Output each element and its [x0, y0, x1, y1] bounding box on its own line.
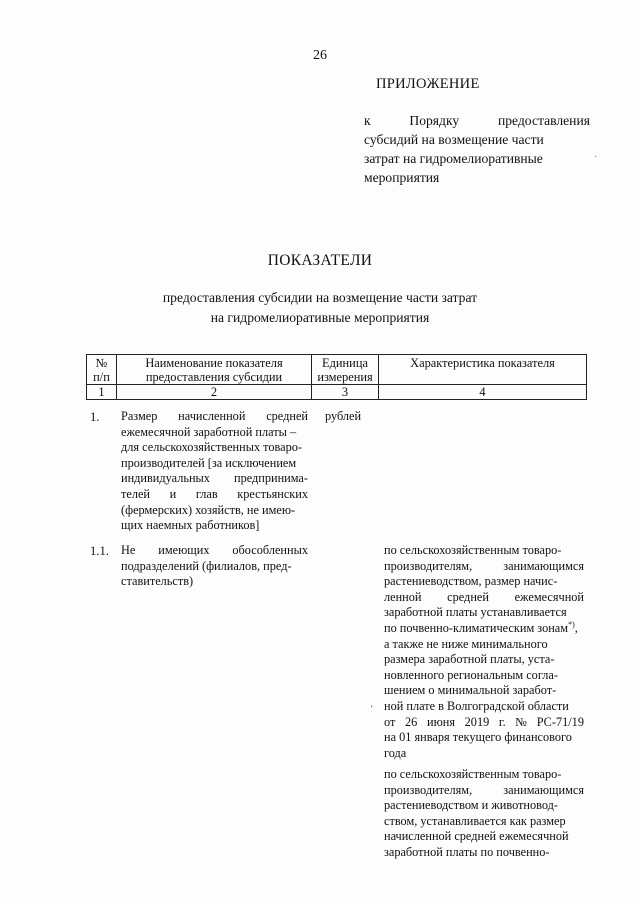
text-line: года [384, 745, 407, 760]
text-line: ной плате в Волгоградской области [384, 698, 569, 713]
subtitle-line: предоставления субсидии на возмещение части затрат [162, 290, 478, 305]
text-line: заработной платы устанавливается [384, 605, 567, 620]
word: занимающимся [503, 558, 584, 573]
word: крестьянских [237, 486, 308, 501]
appendix-heading: ПРИЛОЖЕНИЕ [376, 76, 480, 92]
header-characteristic: Характеристика показателя [410, 356, 555, 370]
text-line: (фермерских) хозяйств, не имею- [121, 502, 296, 517]
word: предоставления [497, 113, 590, 128]
text-line [384, 559, 584, 575]
text-line: подразделений (филиалов, пред- [121, 558, 292, 573]
text-line: заработной платы по почвенно- [384, 844, 550, 859]
text-line: начисленной средней ежемесячной [384, 829, 569, 844]
text-line: новленного региональным согла- [384, 667, 558, 682]
table-rule-v4 [586, 354, 587, 400]
header-name: Наименование показателя предоставления субсидии [145, 356, 283, 384]
text-line: шением о минимальной заработ- [384, 683, 557, 698]
scan-artifact: ʻ [370, 704, 374, 715]
column-number: 1 [98, 385, 105, 399]
word: 2019 [464, 714, 490, 729]
text-line: по сельскохозяйственным товаро- [384, 767, 562, 781]
word: РС-71/19 [536, 714, 584, 729]
word: индивидуальных [121, 471, 210, 486]
word: имеющих [158, 543, 210, 557]
text-line [121, 487, 308, 503]
text-line [121, 471, 308, 487]
word: обособленных [232, 543, 308, 557]
header-num: № п/п [93, 356, 110, 384]
row-number: 1. [90, 410, 100, 424]
word: 26 [405, 714, 418, 729]
text-line: на 01 января текущего финансового [384, 730, 572, 745]
text-line: ежемесячной заработной платы – [121, 424, 297, 439]
characteristic-cell [384, 767, 584, 861]
text-line: затрат на гидромелиоративные [364, 151, 543, 166]
word: г. [498, 714, 506, 729]
word: ленной [384, 589, 422, 604]
text-line [384, 783, 584, 799]
text-line: для сельскохозяйственных товаро- [121, 440, 303, 455]
word: средней [266, 409, 308, 423]
indicator-name [121, 409, 308, 534]
table-rule-top [86, 354, 587, 355]
word: от [384, 714, 396, 729]
word: предпринима- [233, 471, 308, 486]
text-line [121, 409, 308, 425]
word: Размер [121, 409, 158, 423]
text-line: мероприятия [364, 170, 440, 185]
word: июня [426, 714, 455, 729]
text-line: по сельскохозяйственным товаро- [384, 543, 562, 557]
text-line: по почвенно-климатическим зонам*), [384, 619, 578, 635]
text-line: растениеводством, размер начис- [384, 574, 558, 589]
document-subtitle [0, 288, 640, 328]
text-line [384, 715, 584, 731]
word: занимающимся [503, 782, 584, 797]
subtitle-line: на гидромелиоративные мероприятия [210, 310, 430, 325]
text-line: ством, устанавливается как размер [384, 813, 566, 828]
column-number: 2 [210, 385, 218, 399]
characteristic-cell [384, 543, 584, 761]
text-line: размера заработной платы, уста- [384, 652, 555, 667]
header-unit: Единица измерения [317, 356, 373, 384]
word: Не [121, 543, 136, 557]
appendix-reference [364, 111, 590, 187]
word: и [169, 486, 177, 501]
word: производителям, [384, 558, 473, 573]
text-line [364, 111, 590, 130]
word: телей [121, 486, 151, 501]
text-line: субсидий на возмещение части [364, 132, 544, 147]
word: глав [195, 486, 218, 501]
text-line: растениеводством и животновод- [384, 798, 559, 813]
column-number: 4 [479, 385, 486, 399]
word: к [364, 113, 371, 128]
text-line [384, 590, 584, 606]
word: производителям, [384, 782, 473, 797]
indicator-name [121, 543, 308, 590]
column-number: 3 [341, 385, 349, 399]
scan-artifact: · [594, 152, 598, 163]
page-number: 26 [313, 48, 327, 63]
word: № [515, 714, 528, 729]
text-line: а также не ниже минимального [384, 636, 548, 651]
text-line: производителей [за исключением [121, 455, 297, 470]
document-title: ПОКАЗАТЕЛИ [267, 252, 373, 269]
text-line: щих наемных работников] [121, 518, 260, 533]
text-line: ставительств) [121, 574, 194, 589]
unit-cell: рублей [325, 409, 362, 423]
row-number: 1.1. [90, 544, 109, 558]
word: ежемесячной [514, 589, 584, 604]
word: средней [447, 589, 489, 604]
text-line [121, 543, 308, 559]
word: Порядку [409, 113, 460, 128]
word: начисленной [178, 409, 246, 423]
